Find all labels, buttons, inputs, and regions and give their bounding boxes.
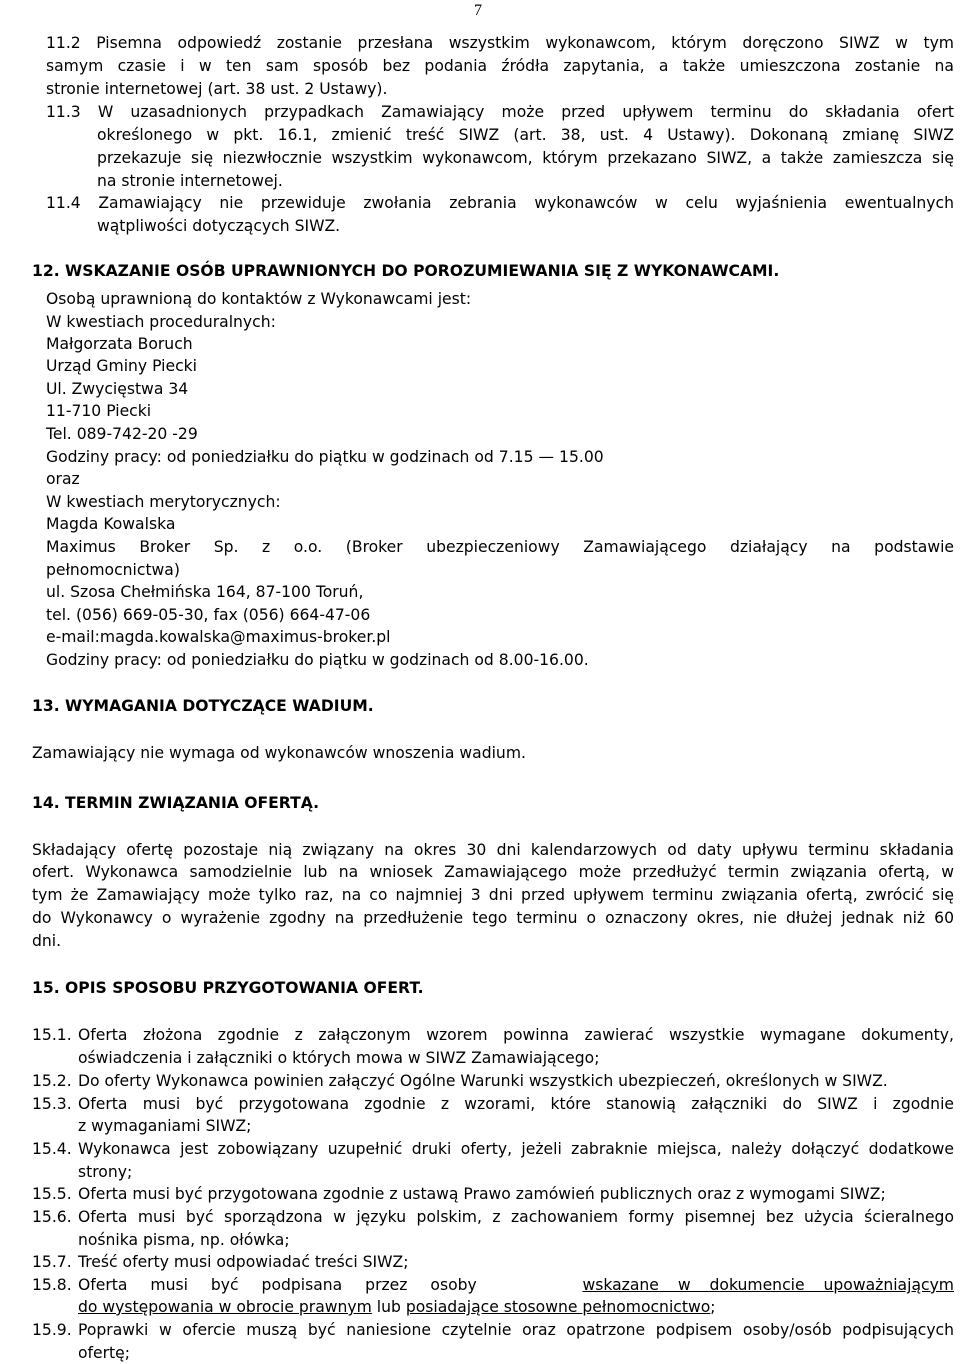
text-line: tym że Zamawiający może tylko raz, na co najmniej 3 dni przed upływem terminu związania ofertą, zwrócić się [32, 886, 954, 904]
text-line: Godziny pracy: od poniedziałku do piątku w godzinach od 7.15 — 15.00 [46, 448, 604, 466]
text-line: strony; [78, 1163, 133, 1181]
text-line: samym czasie i w ten sam sposób bez podania źródła zapytania, a także umieszczona zostanie na [46, 57, 954, 75]
text-fragment: Oferta musi być podpisana przez osoby [78, 1276, 500, 1294]
text-line: z wymaganiami SIWZ; [78, 1117, 252, 1135]
text-line: Małgorzata Boruch [46, 335, 193, 353]
underlined-text: wskazane w dokumencie upoważniającym [582, 1276, 954, 1294]
section-14-heading: 14. TERMIN ZWIĄZANIA OFERTĄ. [32, 794, 320, 812]
text-fragment: ; [710, 1298, 716, 1316]
text-line: ofert. Wykonawca samodzielnie lub na wniosek Zamawiającego może przedłużyć termin związania ofertą, w [32, 863, 954, 881]
item-number: 15.6. [32, 1208, 72, 1226]
text-line: ul. Szosa Chełmińska 164, 87-100 Toruń, [46, 583, 364, 601]
text-line: Godziny pracy: od poniedziałku do piątku w godzinach od 8.00-16.00. [46, 651, 589, 669]
text-line: Wykonawca jest zobowiązany uzupełnić druki oferty, jeżeli zabraknie miejsca, należy dołączyć dodatkowe [78, 1140, 954, 1158]
text-line: dni. [32, 932, 62, 950]
text-line: Oferta musi być sporządzona w języku polskim, z zachowaniem formy pisemnej bez użycia ścieralnego [78, 1208, 954, 1226]
text-line [78, 1276, 954, 1294]
text-line: Urząd Gminy Piecki [46, 357, 198, 375]
text-line: tel. (056) 669-05-30, fax (056) 664-47-06 [46, 606, 371, 624]
text-line: pełnomocnictwa) [46, 561, 180, 579]
text-line: Oferta musi być przygotowana zgodnie z wzorami, które stanowią załączniki do SIWZ i zgodnie [78, 1095, 954, 1113]
text-line: Ul. Zwycięstwa 34 [46, 380, 189, 398]
text-line: 11.3 W uzasadnionych przypadkach Zamawiający może przed upływem terminu do składania ofert [46, 103, 954, 121]
text-line: na stronie internetowej. [97, 172, 283, 190]
item-number: 15.7. [32, 1253, 72, 1271]
email-text: e-mail:magda.kowalska@maximus-broker.pl [46, 628, 391, 646]
text-line: Osobą uprawnioną do kontaktów z Wykonawcami jest: [46, 290, 472, 308]
item-number: 15.8. [32, 1276, 72, 1294]
section-12-heading: 12. WSKAZANIE OSÓB UPRAWNIONYCH DO POROZUMIEWANIA SIĘ Z WYKONAWCAMI. [32, 262, 780, 280]
text-line: przekazuje się niezwłocznie wszystkim wykonawcom, którym przekazano SIWZ, a także zamieszcza się [97, 149, 954, 167]
text-line: Maximus Broker Sp. z o.o. (Broker ubezpieczeniowy Zamawiającego działający na podstawie [46, 538, 954, 556]
text-line: 11-710 Piecki [46, 402, 152, 420]
text-line: do Wykonawcy o wyrażenie zgodny na przedłużenie tego terminu o oznaczony okres, nie dłużej jednak niż 60 [32, 909, 954, 927]
text-line: Tel. 089-742-20 -29 [46, 425, 198, 443]
text-line: Składający ofertę pozostaje nią związany na okres 30 dni kalendarzowych od daty upływu terminu składania [32, 841, 954, 859]
section-13-heading: 13. WYMAGANIA DOTYCZĄCE WADIUM. [32, 697, 374, 715]
text-line: nośnika pisma, np. ołówka; [78, 1231, 290, 1249]
text-line: określonego w pkt. 16.1, zmienić treść SIWZ (art. 38, ust. 4 Ustawy). Dokonaną zmianę SIWZ [97, 126, 954, 144]
text-line: stronie internetowej (art. 38 ust. 2 Ustawy). [46, 80, 388, 98]
item-number: 15.1. [32, 1026, 72, 1044]
text-line: oświadczenia i załączniki o których mowa w SIWZ Zamawiającego; [78, 1049, 600, 1067]
text-line: Oferta musi być przygotowana zgodnie z ustawą Prawo zamówień publicznych oraz z wymogami SIWZ; [78, 1185, 886, 1203]
text-line: wątpliwości dotyczących SIWZ. [97, 217, 341, 235]
underlined-text: do występowania w obrocie prawnym [78, 1298, 372, 1316]
section-15-heading: 15. OPIS SPOSOBU PRZYGOTOWANIA OFERT. [32, 979, 424, 997]
text-line: Oferta złożona zgodnie z załączonym wzorem powinna zawierać wszystkie wymagane dokumenty, [78, 1026, 954, 1044]
text-line: ofertę; [78, 1344, 130, 1362]
text-line: 11.2 Pisemna odpowiedź zostanie przesłana wszystkim wykonawcom, którym doręczono SIWZ w tym [46, 34, 954, 52]
text-line: Do oferty Wykonawca powinien załączyć Ogólne Warunki wszystkich ubezpieczeń, określonych w SIWZ. [78, 1072, 888, 1090]
text-line [78, 1298, 716, 1316]
item-number: 15.5. [32, 1185, 72, 1203]
item-number: 15.2. [32, 1072, 72, 1090]
text-line: W kwestiach proceduralnych: [46, 313, 276, 331]
text-fragment: lub [371, 1298, 406, 1316]
item-number: 15.3. [32, 1095, 72, 1113]
text-line: oraz [46, 470, 80, 488]
item-number: 15.9. [32, 1321, 72, 1339]
text-line: Magda Kowalska [46, 515, 176, 533]
text-line: 11.4 Zamawiający nie przewiduje zwołania zebrania wykonawców w celu wyjaśnienia ewentualnych [46, 194, 954, 212]
underlined-text: posiadające stosowne pełnomocnictwo [405, 1298, 711, 1316]
text-line: Zamawiający nie wymaga od wykonawców wnoszenia wadium. [32, 744, 526, 762]
text-line: W kwestiach merytorycznych: [46, 493, 281, 511]
text-line: Poprawki w ofercie muszą być naniesione czytelnie oraz opatrzone podpisem osoby/osób podpisujących [78, 1321, 954, 1339]
item-number: 15.4. [32, 1140, 72, 1158]
page-number: 7 [474, 2, 482, 19]
text-line: Treść oferty musi odpowiadać treści SIWZ; [78, 1253, 409, 1271]
